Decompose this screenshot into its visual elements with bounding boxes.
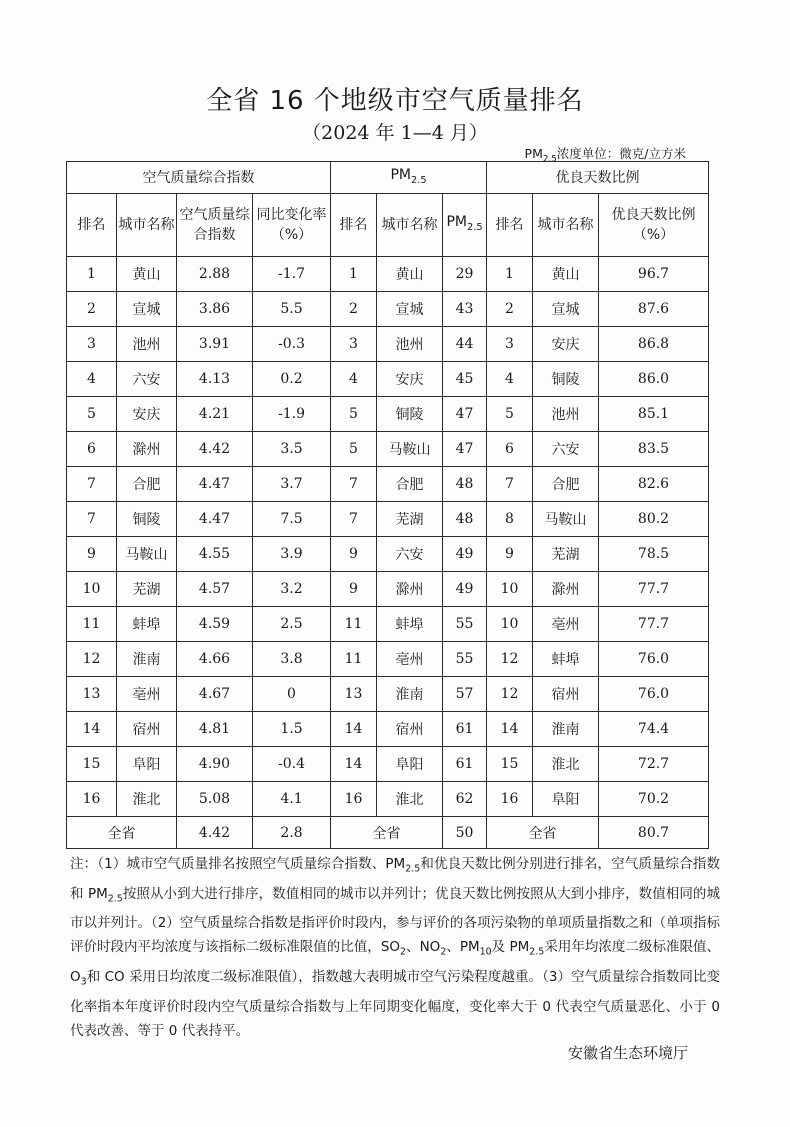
city-aqi-cell: 芜湖 bbox=[117, 572, 177, 607]
city-good-cell: 合肥 bbox=[533, 467, 599, 502]
city-pm25-cell: 淮北 bbox=[377, 782, 443, 817]
table-row bbox=[67, 782, 709, 817]
good-ratio-cell: 72.7 bbox=[599, 747, 709, 782]
table-row bbox=[67, 397, 709, 432]
pm25-value-cell: 57 bbox=[443, 677, 487, 712]
city-aqi-cell: 合肥 bbox=[117, 467, 177, 502]
pm25-value-cell: 55 bbox=[443, 642, 487, 677]
city-aqi-cell: 滁州 bbox=[117, 432, 177, 467]
rank-pm25-cell: 2 bbox=[331, 292, 377, 327]
rank-good-cell: 12 bbox=[487, 677, 533, 712]
aqi-value-cell: 4.21 bbox=[177, 397, 253, 432]
city-aqi-cell: 池州 bbox=[117, 327, 177, 362]
pm25-value-cell: 48 bbox=[443, 502, 487, 537]
rank-good-cell: 8 bbox=[487, 502, 533, 537]
aqi-change-cell: 0 bbox=[253, 677, 331, 712]
table-row bbox=[67, 467, 709, 502]
col-header-rank: 排名 bbox=[331, 194, 377, 257]
table-row bbox=[67, 607, 709, 642]
pm25-value-cell: 29 bbox=[443, 257, 487, 292]
city-pm25-cell: 滁州 bbox=[377, 572, 443, 607]
aqi-change-cell: 2.5 bbox=[253, 607, 331, 642]
city-pm25-cell: 蚌埠 bbox=[377, 607, 443, 642]
pm25-value-cell: 49 bbox=[443, 537, 487, 572]
total-pm25: 50 bbox=[443, 817, 487, 849]
city-good-cell: 安庆 bbox=[533, 327, 599, 362]
city-aqi-cell: 宣城 bbox=[117, 292, 177, 327]
rank-pm25-cell: 13 bbox=[331, 677, 377, 712]
rank-aqi-cell: 12 bbox=[67, 642, 117, 677]
good-ratio-cell: 83.5 bbox=[599, 432, 709, 467]
rank-aqi-cell: 13 bbox=[67, 677, 117, 712]
good-ratio-cell: 85.1 bbox=[599, 397, 709, 432]
rank-aqi-cell: 3 bbox=[67, 327, 117, 362]
total-label: 全省 bbox=[67, 817, 177, 849]
table-row bbox=[67, 257, 709, 292]
rank-pm25-cell: 5 bbox=[331, 432, 377, 467]
table-row bbox=[67, 292, 709, 327]
total-label: 全省 bbox=[487, 817, 599, 849]
city-good-cell: 淮南 bbox=[533, 712, 599, 747]
good-ratio-cell: 70.2 bbox=[599, 782, 709, 817]
aqi-value-cell: 4.13 bbox=[177, 362, 253, 397]
city-good-cell: 阜阳 bbox=[533, 782, 599, 817]
city-aqi-cell: 宿州 bbox=[117, 712, 177, 747]
rank-aqi-cell: 4 bbox=[67, 362, 117, 397]
rank-aqi-cell: 16 bbox=[67, 782, 117, 817]
city-aqi-cell: 六安 bbox=[117, 362, 177, 397]
city-aqi-cell: 蚌埠 bbox=[117, 607, 177, 642]
city-pm25-cell: 铜陵 bbox=[377, 397, 443, 432]
city-pm25-cell: 芜湖 bbox=[377, 502, 443, 537]
aqi-value-cell: 4.66 bbox=[177, 642, 253, 677]
aqi-change-cell: 3.9 bbox=[253, 537, 331, 572]
city-good-cell: 马鞍山 bbox=[533, 502, 599, 537]
aqi-change-cell: 3.8 bbox=[253, 642, 331, 677]
rank-good-cell: 15 bbox=[487, 747, 533, 782]
rank-pm25-cell: 5 bbox=[331, 397, 377, 432]
rank-aqi-cell: 1 bbox=[67, 257, 117, 292]
pm25-value-cell: 43 bbox=[443, 292, 487, 327]
good-ratio-cell: 77.7 bbox=[599, 572, 709, 607]
good-ratio-cell: 78.5 bbox=[599, 537, 709, 572]
good-ratio-cell: 74.4 bbox=[599, 712, 709, 747]
total-label: 全省 bbox=[331, 817, 443, 849]
rank-good-cell: 4 bbox=[487, 362, 533, 397]
col-header-city: 城市名称 bbox=[117, 194, 177, 257]
group-header-good-days: 优良天数比例 bbox=[487, 162, 709, 194]
city-good-cell: 蚌埠 bbox=[533, 642, 599, 677]
city-aqi-cell: 淮北 bbox=[117, 782, 177, 817]
table-row bbox=[67, 362, 709, 397]
city-good-cell: 淮北 bbox=[533, 747, 599, 782]
group-header-aqi: 空气质量综合指数 bbox=[67, 162, 331, 194]
rank-good-cell: 16 bbox=[487, 782, 533, 817]
rank-pm25-cell: 16 bbox=[331, 782, 377, 817]
rank-good-cell: 6 bbox=[487, 432, 533, 467]
city-good-cell: 铜陵 bbox=[533, 362, 599, 397]
footnotes: 注：（1）城市空气质量排名按照空气质量综合指数、$PM_{2.5}$和优良天数比例分别进行排名，空气质量综合指数和 $PM_{2.5}$按照从小到大进行排序，数值相同的城市以并列计；优良天数比例按照从大到小排序，数值相同的城市以并列计。（2）空气质量综合指数是指评价时段内，参与评价的各项污染物的单项质量指数之和（单项指标评价时段内平均浓度与该指标二级标准限值的比值，$SO_2$、$NO_2$、$PM_{10}$及 $PM_{2.5}$采用年均浓度二级标准限值、$O_3$和 CO 采用日均浓度二级标准限值），指数越大表明城市空气污染程度越重。（3）空气质量综合指数同比变化率指本年度评价时段内空气质量综合指数与上年同期变化幅度，变化率大于 0 代表空气质量恶化、小于 0 代表改善、等于 0 代表持平。 bbox=[70, 856, 721, 1039]
table-row bbox=[67, 677, 709, 712]
rank-pm25-cell: 14 bbox=[331, 747, 377, 782]
pm25-value-cell: 62 bbox=[443, 782, 487, 817]
aqi-change-cell: 3.7 bbox=[253, 467, 331, 502]
aqi-value-cell: 4.47 bbox=[177, 467, 253, 502]
aqi-value-cell: 2.88 bbox=[177, 257, 253, 292]
aqi-value-cell: 4.47 bbox=[177, 502, 253, 537]
good-ratio-cell: 82.6 bbox=[599, 467, 709, 502]
col-header-change: 同比变化率（%） bbox=[253, 194, 331, 257]
rank-pm25-cell: 9 bbox=[331, 537, 377, 572]
rank-good-cell: 9 bbox=[487, 537, 533, 572]
rank-aqi-cell: 2 bbox=[67, 292, 117, 327]
aqi-value-cell: 3.91 bbox=[177, 327, 253, 362]
total-aqi: 4.42 bbox=[177, 817, 253, 849]
rank-pm25-cell: 14 bbox=[331, 712, 377, 747]
rank-pm25-cell: 3 bbox=[331, 327, 377, 362]
city-pm25-cell: 池州 bbox=[377, 327, 443, 362]
table-row bbox=[67, 747, 709, 782]
aqi-value-cell: 4.81 bbox=[177, 712, 253, 747]
aqi-change-cell: 7.5 bbox=[253, 502, 331, 537]
rank-good-cell: 2 bbox=[487, 292, 533, 327]
rank-good-cell: 10 bbox=[487, 607, 533, 642]
table-row bbox=[67, 432, 709, 467]
issuing-organization: 安徽省生态环境厅 bbox=[567, 1044, 688, 1062]
aqi-value-cell: 4.55 bbox=[177, 537, 253, 572]
city-aqi-cell: 阜阳 bbox=[117, 747, 177, 782]
city-aqi-cell: 马鞍山 bbox=[117, 537, 177, 572]
good-ratio-cell: 76.0 bbox=[599, 642, 709, 677]
good-ratio-cell: 87.6 bbox=[599, 292, 709, 327]
col-header-aqi: 空气质量综合指数 bbox=[177, 194, 253, 257]
rank-pm25-cell: 1 bbox=[331, 257, 377, 292]
city-pm25-cell: 宣城 bbox=[377, 292, 443, 327]
table-row bbox=[67, 537, 709, 572]
pm25-value-cell: 61 bbox=[443, 712, 487, 747]
rank-aqi-cell: 11 bbox=[67, 607, 117, 642]
col-header-pm25: $PM_{2.5}$ bbox=[443, 194, 487, 257]
city-aqi-cell: 淮南 bbox=[117, 642, 177, 677]
pm25-value-cell: 55 bbox=[443, 607, 487, 642]
city-good-cell: 池州 bbox=[533, 397, 599, 432]
aqi-value-cell: 3.86 bbox=[177, 292, 253, 327]
aqi-change-cell: 5.5 bbox=[253, 292, 331, 327]
col-header-rank: 排名 bbox=[67, 194, 117, 257]
rank-aqi-cell: 14 bbox=[67, 712, 117, 747]
rank-pm25-cell: 7 bbox=[331, 502, 377, 537]
good-ratio-cell: 86.0 bbox=[599, 362, 709, 397]
city-pm25-cell: 安庆 bbox=[377, 362, 443, 397]
table-row bbox=[67, 502, 709, 537]
rank-aqi-cell: 5 bbox=[67, 397, 117, 432]
city-good-cell: 亳州 bbox=[533, 607, 599, 642]
rank-aqi-cell: 7 bbox=[67, 502, 117, 537]
rank-pm25-cell: 9 bbox=[331, 572, 377, 607]
good-ratio-cell: 77.7 bbox=[599, 607, 709, 642]
table-row bbox=[67, 712, 709, 747]
city-good-cell: 宿州 bbox=[533, 677, 599, 712]
aqi-value-cell: 4.57 bbox=[177, 572, 253, 607]
aqi-change-cell: 3.2 bbox=[253, 572, 331, 607]
city-pm25-cell: 合肥 bbox=[377, 467, 443, 502]
aqi-change-cell: 3.5 bbox=[253, 432, 331, 467]
city-aqi-cell: 铜陵 bbox=[117, 502, 177, 537]
rank-pm25-cell: 7 bbox=[331, 467, 377, 502]
rank-aqi-cell: 9 bbox=[67, 537, 117, 572]
city-aqi-cell: 安庆 bbox=[117, 397, 177, 432]
aqi-value-cell: 4.67 bbox=[177, 677, 253, 712]
document-subtitle: （2024 年 1—4 月） bbox=[302, 122, 488, 144]
rank-good-cell: 7 bbox=[487, 467, 533, 502]
rank-aqi-cell: 15 bbox=[67, 747, 117, 782]
aqi-value-cell: 4.59 bbox=[177, 607, 253, 642]
aqi-change-cell: -0.3 bbox=[253, 327, 331, 362]
rank-good-cell: 14 bbox=[487, 712, 533, 747]
rank-pm25-cell: 11 bbox=[331, 642, 377, 677]
col-header-city: 城市名称 bbox=[377, 194, 443, 257]
aqi-change-cell: -0.4 bbox=[253, 747, 331, 782]
city-aqi-cell: 黄山 bbox=[117, 257, 177, 292]
document-title: 全省 16 个地级市空气质量排名 bbox=[206, 86, 584, 116]
rank-aqi-cell: 6 bbox=[67, 432, 117, 467]
city-pm25-cell: 宿州 bbox=[377, 712, 443, 747]
city-good-cell: 芜湖 bbox=[533, 537, 599, 572]
good-ratio-cell: 86.8 bbox=[599, 327, 709, 362]
pm25-value-cell: 44 bbox=[443, 327, 487, 362]
city-good-cell: 黄山 bbox=[533, 257, 599, 292]
pm25-value-cell: 61 bbox=[443, 747, 487, 782]
province-total-row bbox=[67, 817, 709, 849]
rank-pm25-cell: 11 bbox=[331, 607, 377, 642]
city-pm25-cell: 马鞍山 bbox=[377, 432, 443, 467]
ranking-table bbox=[66, 161, 709, 849]
table-row bbox=[67, 642, 709, 677]
good-ratio-cell: 80.2 bbox=[599, 502, 709, 537]
city-good-cell: 宣城 bbox=[533, 292, 599, 327]
rank-good-cell: 3 bbox=[487, 327, 533, 362]
pm25-value-cell: 47 bbox=[443, 397, 487, 432]
col-header-city: 城市名称 bbox=[533, 194, 599, 257]
city-pm25-cell: 阜阳 bbox=[377, 747, 443, 782]
pm25-value-cell: 47 bbox=[443, 432, 487, 467]
rank-pm25-cell: 4 bbox=[331, 362, 377, 397]
aqi-change-cell: 0.2 bbox=[253, 362, 331, 397]
aqi-change-cell: 4.1 bbox=[253, 782, 331, 817]
aqi-change-cell: -1.9 bbox=[253, 397, 331, 432]
city-aqi-cell: 亳州 bbox=[117, 677, 177, 712]
rank-good-cell: 10 bbox=[487, 572, 533, 607]
rank-aqi-cell: 10 bbox=[67, 572, 117, 607]
city-pm25-cell: 六安 bbox=[377, 537, 443, 572]
pm25-value-cell: 48 bbox=[443, 467, 487, 502]
pm25-value-cell: 49 bbox=[443, 572, 487, 607]
total-change: 2.8 bbox=[253, 817, 331, 849]
rank-good-cell: 1 bbox=[487, 257, 533, 292]
total-good-ratio: 80.7 bbox=[599, 817, 709, 849]
rank-good-cell: 12 bbox=[487, 642, 533, 677]
table-row bbox=[67, 572, 709, 607]
aqi-change-cell: -1.7 bbox=[253, 257, 331, 292]
unit-label: $PM_{2.5}$浓度单位：微克/立方米 bbox=[524, 146, 686, 165]
rank-aqi-cell: 7 bbox=[67, 467, 117, 502]
group-header-pm25: $PM_{2.5}$ bbox=[331, 162, 487, 194]
rank-good-cell: 5 bbox=[487, 397, 533, 432]
table-row bbox=[67, 327, 709, 362]
aqi-value-cell: 4.90 bbox=[177, 747, 253, 782]
city-pm25-cell: 亳州 bbox=[377, 642, 443, 677]
col-header-good-ratio: 优良天数比例（%） bbox=[599, 194, 709, 257]
city-pm25-cell: 淮南 bbox=[377, 677, 443, 712]
col-header-rank: 排名 bbox=[487, 194, 533, 257]
city-good-cell: 滁州 bbox=[533, 572, 599, 607]
city-good-cell: 六安 bbox=[533, 432, 599, 467]
aqi-value-cell: 4.42 bbox=[177, 432, 253, 467]
aqi-value-cell: 5.08 bbox=[177, 782, 253, 817]
good-ratio-cell: 96.7 bbox=[599, 257, 709, 292]
pm25-value-cell: 45 bbox=[443, 362, 487, 397]
good-ratio-cell: 76.0 bbox=[599, 677, 709, 712]
aqi-change-cell: 1.5 bbox=[253, 712, 331, 747]
city-pm25-cell: 黄山 bbox=[377, 257, 443, 292]
